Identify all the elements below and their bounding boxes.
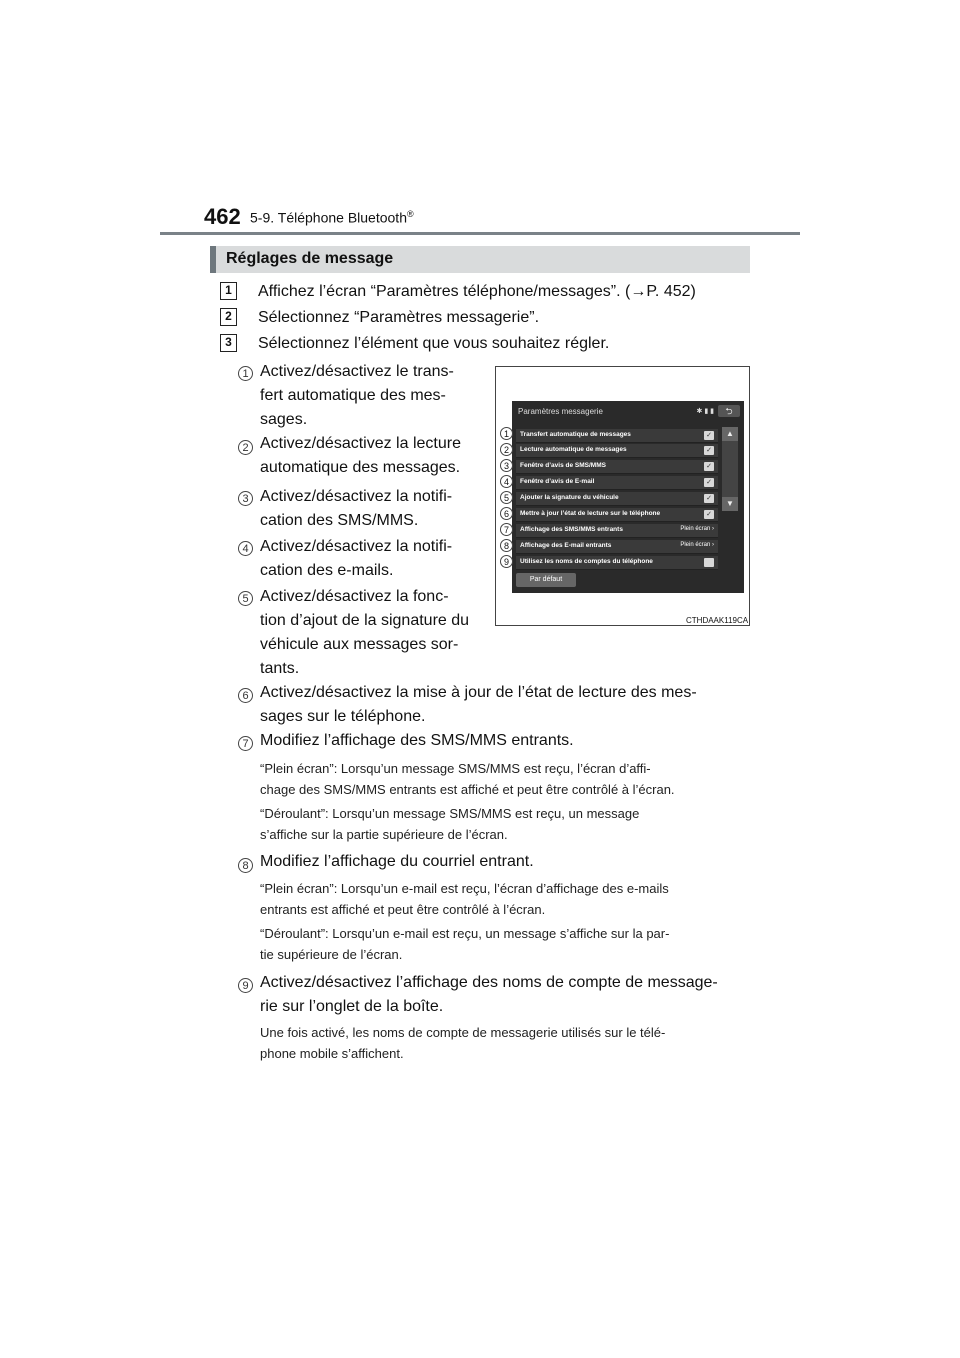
- item-text-1: [260, 360, 478, 432]
- section-heading: Réglages de message: [226, 250, 394, 267]
- note-line: “Déroulant”: Lorsqu’un message SMS/MMS est reçu, un message: [260, 806, 640, 821]
- row-label: Ajouter la signature du véhicule: [520, 494, 619, 501]
- status-icons: ✱ ▮ ▮: [696, 408, 714, 415]
- note-line: “Déroulant”: Lorsqu’un e-mail est reçu, un message s’affiche sur la par-: [260, 926, 670, 941]
- item-line: Activez/désactivez le trans-: [260, 363, 454, 380]
- item-number-7: 7: [238, 736, 253, 751]
- back-button[interactable]: ⮌: [718, 405, 740, 417]
- checkbox[interactable]: ✓: [704, 446, 714, 455]
- callout-2: 2: [500, 443, 513, 456]
- item-text-9: [260, 971, 748, 1019]
- item-text-3: [260, 485, 478, 533]
- item-text-5: [260, 585, 478, 681]
- setting-row-6[interactable]: [516, 508, 718, 522]
- scroll-up-icon[interactable]: ▲: [722, 427, 738, 441]
- item-text-4: [260, 535, 478, 583]
- item-line: rie sur l’onglet de la boîte.: [260, 998, 444, 1015]
- item-line: tants.: [260, 660, 300, 677]
- default-button[interactable]: Par défaut: [516, 573, 576, 587]
- row-label: Utilisez les noms de comptes du téléphone: [520, 558, 653, 565]
- setting-row-1[interactable]: [516, 429, 718, 443]
- item-line: Activez/désactivez la lecture: [260, 435, 461, 452]
- item-line: Activez/désactivez la fonc-: [260, 588, 449, 605]
- item-text-8: Modifiez l’affichage du courriel entrant.: [260, 853, 534, 870]
- screen-illustration: [512, 401, 744, 593]
- item-number-2: 2: [238, 440, 253, 455]
- item-line: Activez/désactivez l’affichage des noms de compte de message-: [260, 974, 718, 991]
- scrollbar[interactable]: [722, 427, 738, 511]
- section-text: 5-9. Téléphone Bluetooth: [250, 209, 407, 226]
- item-number-1: 1: [238, 366, 253, 381]
- note-line: chage des SMS/MMS entrants est affiché et peut être contrôlé à l’écran.: [260, 782, 675, 797]
- callout-3: 3: [500, 459, 513, 472]
- section-title: [250, 209, 414, 226]
- row-label: Mettre à jour l’état de lecture sur le téléphone: [520, 510, 661, 517]
- item-8-note-1: [260, 878, 748, 920]
- item-line: cation des SMS/MMS.: [260, 512, 419, 529]
- item-text-7: Modifiez l’affichage des SMS/MMS entrants.: [260, 732, 574, 749]
- note-line: s’affiche sur la partie supérieure de l’écran.: [260, 827, 508, 842]
- item-number-4: 4: [238, 541, 253, 556]
- item-8-note-2: [260, 923, 748, 965]
- checkbox[interactable]: ✓: [704, 494, 714, 503]
- item-line: sages sur le téléphone.: [260, 708, 426, 725]
- note-line: “Plein écran”: Lorsqu’un message SMS/MMS est reçu, l’écran d’affi-: [260, 761, 651, 776]
- row-label: Fenêtre d’avis de SMS/MMS: [520, 462, 606, 469]
- step-number-1: 1: [220, 282, 237, 300]
- setting-row-9[interactable]: [516, 556, 718, 570]
- note-line: entrants est affiché et peut être contrôlé à l’écran.: [260, 902, 546, 917]
- callout-1: 1: [500, 427, 513, 440]
- callout-5: 5: [500, 491, 513, 504]
- setting-row-5[interactable]: [516, 492, 718, 506]
- callout-9: 9: [500, 555, 513, 568]
- item-line: Activez/désactivez la notifi-: [260, 538, 453, 555]
- note-line: tie supérieure de l’écran.: [260, 947, 403, 962]
- step-number-3: 3: [220, 334, 237, 352]
- row-label: Fenêtre d’avis de E-mail: [520, 478, 595, 485]
- row-label: Affichage des SMS/MMS entrants: [520, 526, 623, 533]
- item-7-note-2: [260, 803, 748, 845]
- note-line: Une fois activé, les noms de compte de messagerie utilisés sur le télé-: [260, 1025, 666, 1040]
- item-number-3: 3: [238, 491, 253, 506]
- item-9-note-1: [260, 1022, 748, 1064]
- checkbox[interactable]: [704, 558, 714, 567]
- row-value: Plein écran ›: [680, 526, 714, 532]
- setting-row-7[interactable]: [516, 524, 718, 538]
- item-line: cation des e-mails.: [260, 562, 394, 579]
- checkbox[interactable]: ✓: [704, 478, 714, 487]
- page-number: 462: [204, 204, 241, 229]
- setting-row-2[interactable]: [516, 444, 718, 458]
- setting-row-8[interactable]: [516, 540, 718, 554]
- checkbox[interactable]: ✓: [704, 510, 714, 519]
- image-code: CTHDAAK119CA: [686, 616, 749, 625]
- callout-4: 4: [500, 475, 513, 488]
- item-line: automatique des messages.: [260, 459, 461, 476]
- checkbox[interactable]: ✓: [704, 462, 714, 471]
- note-line: phone mobile s’affichent.: [260, 1046, 404, 1061]
- callout-8: 8: [500, 539, 513, 552]
- item-number-6: 6: [238, 688, 253, 703]
- step-text-2: Sélectionnez “Paramètres messagerie”.: [258, 309, 540, 326]
- item-line: Activez/désactivez la mise à jour de l’état de lecture des mes-: [260, 684, 697, 701]
- item-number-8: 8: [238, 858, 253, 873]
- step-number-2: 2: [220, 308, 237, 326]
- step-text-1: Affichez l’écran “Paramètres téléphone/messages”. (→P. 452): [258, 283, 696, 300]
- callout-7: 7: [500, 523, 513, 536]
- step-text-3: Sélectionnez l’élément que vous souhaitez régler.: [258, 335, 610, 352]
- item-text-2: [260, 432, 478, 480]
- row-label: Lecture automatique de messages: [520, 446, 627, 453]
- checkbox[interactable]: ✓: [704, 431, 714, 440]
- row-label: Affichage des E-mail entrants: [520, 542, 612, 549]
- setting-row-4[interactable]: [516, 476, 718, 490]
- note-line: “Plein écran”: Lorsqu’un e-mail est reçu, l’écran d’affichage des e-mails: [260, 881, 669, 896]
- setting-row-3[interactable]: [516, 460, 718, 474]
- row-value: Plein écran ›: [680, 542, 714, 548]
- scroll-down-icon[interactable]: ▼: [722, 497, 738, 511]
- row-label: Transfert automatique de messages: [520, 431, 631, 438]
- header-rule: [160, 232, 800, 235]
- registered-mark: ®: [406, 209, 414, 219]
- item-line: tion d’ajout de la signature du: [260, 612, 470, 629]
- callout-6: 6: [500, 507, 513, 520]
- item-line: Activez/désactivez la notifi-: [260, 488, 453, 505]
- section-heading-bar: [210, 246, 750, 273]
- item-line: véhicule aux messages sor-: [260, 636, 459, 653]
- item-number-5: 5: [238, 591, 253, 606]
- screen-title: Paramètres messagerie: [518, 407, 603, 416]
- item-number-9: 9: [238, 978, 253, 993]
- item-line: fert automatique des mes-: [260, 387, 446, 404]
- item-7-note-1: [260, 758, 748, 800]
- item-text-6: [260, 681, 748, 729]
- item-line: sages.: [260, 411, 308, 428]
